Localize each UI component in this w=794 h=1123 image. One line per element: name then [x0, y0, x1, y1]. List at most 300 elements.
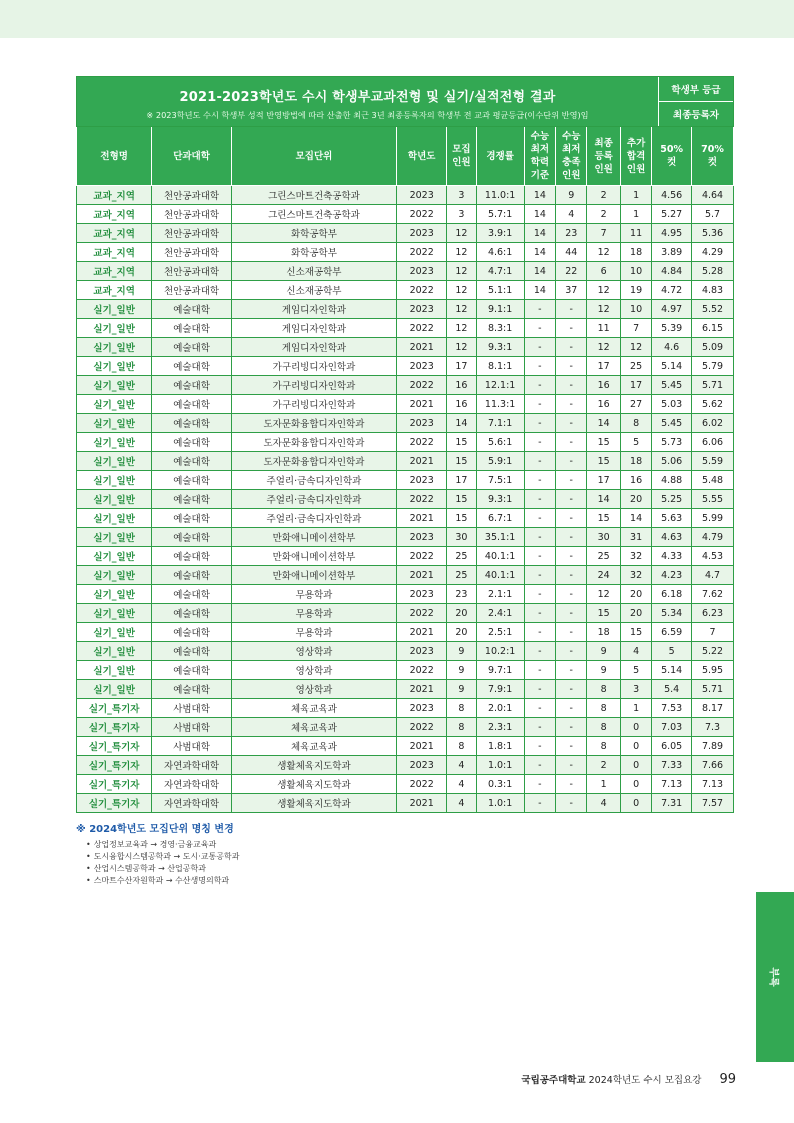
- cell-min-standard: -: [524, 585, 555, 604]
- cell-type: 실기_일반: [77, 642, 152, 661]
- table-title: 2021-2023학년도 수시 학생부교과전형 및 실기/실적전형 결과: [179, 90, 556, 105]
- cell-min-met: -: [556, 490, 587, 509]
- cell-extra: 7: [620, 319, 651, 338]
- col-header-rate: 경쟁률: [476, 127, 524, 186]
- col-header-college: 단과대학: [152, 127, 232, 186]
- cell-year: 2022: [397, 319, 447, 338]
- cell-quota: 23: [447, 585, 476, 604]
- cell-quota: 15: [447, 490, 476, 509]
- cell-extra: 0: [620, 718, 651, 737]
- table-row: [77, 661, 734, 680]
- cell-min-met: -: [556, 604, 587, 623]
- table-row: [77, 452, 734, 471]
- cell-college: 사범대학: [152, 718, 232, 737]
- cell-min-standard: -: [524, 718, 555, 737]
- cell-min-met: -: [556, 756, 587, 775]
- cell-year: 2021: [397, 680, 447, 699]
- cell-type: 실기_일반: [77, 471, 152, 490]
- cell-cut50: 7.33: [652, 756, 692, 775]
- cell-cut50: 5.73: [652, 433, 692, 452]
- cell-cut50: 7.03: [652, 718, 692, 737]
- cell-min-standard: -: [524, 376, 555, 395]
- cell-type: 실기_일반: [77, 300, 152, 319]
- cell-college: 예술대학: [152, 547, 232, 566]
- cell-extra: 12: [620, 338, 651, 357]
- cell-cut50: 6.59: [652, 623, 692, 642]
- cell-dept: 만화애니메이션학부: [231, 547, 396, 566]
- grade-header: 학생부 등급: [659, 77, 733, 101]
- table-row: [77, 357, 734, 376]
- cell-final-reg: 15: [587, 604, 620, 623]
- cell-year: 2022: [397, 547, 447, 566]
- cell-type: 실기_특기자: [77, 756, 152, 775]
- cell-extra: 0: [620, 775, 651, 794]
- cell-final-reg: 14: [587, 414, 620, 433]
- cell-cut70: 4.79: [692, 528, 734, 547]
- cell-cut50: 5.45: [652, 376, 692, 395]
- cell-type: 실기_일반: [77, 547, 152, 566]
- cell-type: 교과_지역: [77, 262, 152, 281]
- table-row: [77, 205, 734, 224]
- cell-min-met: -: [556, 718, 587, 737]
- cell-type: 실기_일반: [77, 376, 152, 395]
- cell-quota: 9: [447, 661, 476, 680]
- cell-cut50: 4.56: [652, 186, 692, 205]
- cell-min-met: -: [556, 699, 587, 718]
- cell-type: 실기_일반: [77, 585, 152, 604]
- note-item: • 산업시스템공학과 → 산업공학과: [86, 863, 239, 875]
- cell-rate: 1.8:1: [476, 737, 524, 756]
- cell-college: 예술대학: [152, 433, 232, 452]
- cell-year: 2023: [397, 471, 447, 490]
- note-item: • 상업정보교육과 → 경영·금융교육과: [86, 839, 239, 851]
- cell-cut50: 5.63: [652, 509, 692, 528]
- cell-extra: 14: [620, 509, 651, 528]
- cell-rate: 11.0:1: [476, 186, 524, 205]
- cell-type: 실기_특기자: [77, 737, 152, 756]
- cell-extra: 19: [620, 281, 651, 300]
- cell-year: 2023: [397, 414, 447, 433]
- cell-min-met: -: [556, 528, 587, 547]
- cell-type: 교과_지역: [77, 281, 152, 300]
- cell-dept: 영상학과: [231, 680, 396, 699]
- cell-min-met: -: [556, 452, 587, 471]
- cell-type: 실기_일반: [77, 490, 152, 509]
- table-row: [77, 319, 734, 338]
- col-header-dept: 모집단위: [231, 127, 396, 186]
- cell-dept: 체육교육과: [231, 699, 396, 718]
- cell-year: 2023: [397, 699, 447, 718]
- header-row: [77, 127, 734, 186]
- cell-extra: 1: [620, 205, 651, 224]
- cell-cut70: 8.17: [692, 699, 734, 718]
- cell-dept: 신소재공학부: [231, 262, 396, 281]
- col-header-cut70: 70% 컷: [692, 127, 734, 186]
- cell-cut50: 4.95: [652, 224, 692, 243]
- cell-cut70: 5.71: [692, 376, 734, 395]
- cell-cut50: 5.4: [652, 680, 692, 699]
- side-tab-label: 부록: [767, 967, 779, 987]
- table-row: [77, 604, 734, 623]
- cell-rate: 5.6:1: [476, 433, 524, 452]
- cell-min-met: -: [556, 623, 587, 642]
- cell-rate: 4.6:1: [476, 243, 524, 262]
- cell-final-reg: 25: [587, 547, 620, 566]
- cell-type: 실기_일반: [77, 661, 152, 680]
- cell-college: 예술대학: [152, 528, 232, 547]
- cell-final-reg: 12: [587, 585, 620, 604]
- cell-college: 천안공과대학: [152, 281, 232, 300]
- cell-extra: 27: [620, 395, 651, 414]
- cell-year: 2021: [397, 794, 447, 813]
- cell-type: 실기_일반: [77, 319, 152, 338]
- cell-rate: 7.1:1: [476, 414, 524, 433]
- cell-college: 자연과학대학: [152, 775, 232, 794]
- cell-quota: 4: [447, 756, 476, 775]
- cell-college: 천안공과대학: [152, 224, 232, 243]
- cell-quota: 12: [447, 224, 476, 243]
- table-row: [77, 585, 734, 604]
- cell-min-met: -: [556, 319, 587, 338]
- table-row: [77, 528, 734, 547]
- note-list: [76, 839, 239, 887]
- cell-rate: 9.7:1: [476, 661, 524, 680]
- cell-type: 교과_지역: [77, 186, 152, 205]
- cell-extra: 0: [620, 756, 651, 775]
- cell-year: 2023: [397, 585, 447, 604]
- cell-cut70: 4.29: [692, 243, 734, 262]
- cell-min-met: -: [556, 414, 587, 433]
- cell-college: 천안공과대학: [152, 243, 232, 262]
- cell-college: 예술대학: [152, 509, 232, 528]
- cell-min-met: -: [556, 642, 587, 661]
- cell-dept: 영상학과: [231, 642, 396, 661]
- cell-dept: 주얼리·금속디자인학과: [231, 471, 396, 490]
- cell-type: 교과_지역: [77, 205, 152, 224]
- note-mark: ※: [76, 824, 86, 835]
- table-row: [77, 414, 734, 433]
- cell-type: 실기_일반: [77, 623, 152, 642]
- cell-quota: 25: [447, 547, 476, 566]
- cell-quota: 16: [447, 376, 476, 395]
- cell-dept: 주얼리·금속디자인학과: [231, 509, 396, 528]
- cell-min-standard: -: [524, 699, 555, 718]
- note-title-text: 2024학년도 모집단위 명칭 변경: [89, 824, 234, 835]
- table-row: [77, 338, 734, 357]
- cell-cut70: 5.55: [692, 490, 734, 509]
- cell-min-met: -: [556, 775, 587, 794]
- cell-dept: 생활체육지도학과: [231, 794, 396, 813]
- cell-college: 사범대학: [152, 737, 232, 756]
- cell-quota: 25: [447, 566, 476, 585]
- cell-min-standard: -: [524, 452, 555, 471]
- cell-extra: 10: [620, 262, 651, 281]
- cell-extra: 25: [620, 357, 651, 376]
- cell-extra: 20: [620, 585, 651, 604]
- cell-rate: 1.0:1: [476, 794, 524, 813]
- cell-min-standard: -: [524, 433, 555, 452]
- cell-cut70: 6.06: [692, 433, 734, 452]
- cell-cut70: 5.36: [692, 224, 734, 243]
- cell-min-met: 37: [556, 281, 587, 300]
- cell-rate: 9.1:1: [476, 300, 524, 319]
- cell-cut70: 7.89: [692, 737, 734, 756]
- cell-min-standard: 14: [524, 205, 555, 224]
- cell-quota: 4: [447, 794, 476, 813]
- table-row: [77, 737, 734, 756]
- cell-college: 예술대학: [152, 471, 232, 490]
- cell-quota: 3: [447, 205, 476, 224]
- note-title: [76, 820, 239, 835]
- cell-quota: 12: [447, 319, 476, 338]
- cell-min-standard: -: [524, 623, 555, 642]
- cell-year: 2023: [397, 528, 447, 547]
- page-number: 99: [719, 1072, 736, 1087]
- cell-dept: 무용학과: [231, 585, 396, 604]
- cell-cut70: 7.62: [692, 585, 734, 604]
- table-row: [77, 509, 734, 528]
- cell-extra: 1: [620, 699, 651, 718]
- appendix-side-tab[interactable]: [756, 892, 794, 1062]
- cell-cut70: 4.83: [692, 281, 734, 300]
- cell-college: 예술대학: [152, 680, 232, 699]
- cell-year: 2023: [397, 357, 447, 376]
- col-header-min-standard: 수능 최저 학력 기준: [524, 127, 555, 186]
- cell-year: 2022: [397, 281, 447, 300]
- cell-extra: 5: [620, 433, 651, 452]
- cell-quota: 20: [447, 623, 476, 642]
- cell-cut70: 6.15: [692, 319, 734, 338]
- cell-cut50: 4.72: [652, 281, 692, 300]
- cell-rate: 2.5:1: [476, 623, 524, 642]
- table-row: [77, 395, 734, 414]
- cell-dept: 도자문화융합디자인학과: [231, 452, 396, 471]
- cell-year: 2021: [397, 509, 447, 528]
- cell-dept: 무용학과: [231, 604, 396, 623]
- cell-rate: 8.1:1: [476, 357, 524, 376]
- cell-dept: 체육교육과: [231, 718, 396, 737]
- results-table-block: [76, 76, 734, 813]
- cell-cut50: 5.45: [652, 414, 692, 433]
- table-row: [77, 794, 734, 813]
- cell-quota: 8: [447, 699, 476, 718]
- cell-cut70: 4.7: [692, 566, 734, 585]
- name-change-note: [76, 820, 239, 887]
- cell-quota: 8: [447, 718, 476, 737]
- cell-min-standard: -: [524, 661, 555, 680]
- cell-min-standard: -: [524, 737, 555, 756]
- footer-university: 국립공주대학교: [521, 1075, 586, 1086]
- cell-cut50: 6.18: [652, 585, 692, 604]
- cell-min-standard: -: [524, 490, 555, 509]
- cell-final-reg: 7: [587, 224, 620, 243]
- cell-year: 2021: [397, 452, 447, 471]
- cell-final-reg: 12: [587, 281, 620, 300]
- final-registrant-header: 최종등록자: [659, 101, 733, 126]
- cell-college: 사범대학: [152, 699, 232, 718]
- cell-year: 2022: [397, 205, 447, 224]
- cell-type: 실기_일반: [77, 395, 152, 414]
- cell-cut50: 4.63: [652, 528, 692, 547]
- cell-extra: 15: [620, 623, 651, 642]
- cell-final-reg: 8: [587, 680, 620, 699]
- cell-quota: 12: [447, 300, 476, 319]
- cell-type: 실기_일반: [77, 433, 152, 452]
- table-row: [77, 547, 734, 566]
- cell-type: 실기_일반: [77, 357, 152, 376]
- cell-final-reg: 15: [587, 433, 620, 452]
- cell-min-standard: -: [524, 604, 555, 623]
- cell-quota: 15: [447, 452, 476, 471]
- cell-rate: 7.5:1: [476, 471, 524, 490]
- cell-final-reg: 9: [587, 661, 620, 680]
- cell-quota: 8: [447, 737, 476, 756]
- cell-final-reg: 12: [587, 300, 620, 319]
- cell-cut70: 5.52: [692, 300, 734, 319]
- cell-min-met: 22: [556, 262, 587, 281]
- cell-extra: 20: [620, 490, 651, 509]
- cell-quota: 12: [447, 262, 476, 281]
- cell-min-standard: 14: [524, 262, 555, 281]
- cell-rate: 8.3:1: [476, 319, 524, 338]
- cell-min-standard: -: [524, 300, 555, 319]
- cell-rate: 10.2:1: [476, 642, 524, 661]
- cell-min-standard: -: [524, 756, 555, 775]
- cell-type: 실기_일반: [77, 509, 152, 528]
- cell-cut50: 5.25: [652, 490, 692, 509]
- cell-dept: 신소재공학부: [231, 281, 396, 300]
- cell-cut70: 7.66: [692, 756, 734, 775]
- cell-type: 실기_일반: [77, 566, 152, 585]
- cell-cut50: 7.53: [652, 699, 692, 718]
- cell-min-met: -: [556, 433, 587, 452]
- cell-college: 예술대학: [152, 642, 232, 661]
- cell-final-reg: 8: [587, 718, 620, 737]
- cell-college: 예술대학: [152, 604, 232, 623]
- table-row: [77, 186, 734, 205]
- table-row: [77, 680, 734, 699]
- col-header-min-met: 수능 최저 충족 인원: [556, 127, 587, 186]
- cell-rate: 2.1:1: [476, 585, 524, 604]
- cell-rate: 2.4:1: [476, 604, 524, 623]
- cell-dept: 게임디자인학과: [231, 300, 396, 319]
- table-title-row: [76, 76, 734, 127]
- cell-dept: 생활체육지도학과: [231, 756, 396, 775]
- cell-rate: 40.1:1: [476, 547, 524, 566]
- note-item: • 스마트수산자원학과 → 수산생명의학과: [86, 875, 239, 887]
- table-row: [77, 471, 734, 490]
- cell-quota: 12: [447, 338, 476, 357]
- cell-dept: 그린스마트건축공학과: [231, 205, 396, 224]
- cell-final-reg: 1: [587, 775, 620, 794]
- cell-rate: 5.9:1: [476, 452, 524, 471]
- cell-college: 예술대학: [152, 395, 232, 414]
- cell-year: 2022: [397, 433, 447, 452]
- cell-quota: 9: [447, 680, 476, 699]
- cell-cut70: 7.57: [692, 794, 734, 813]
- table-row: [77, 243, 734, 262]
- cell-final-reg: 24: [587, 566, 620, 585]
- cell-year: 2023: [397, 756, 447, 775]
- table-body: [77, 186, 734, 813]
- cell-dept: 만화애니메이션학부: [231, 566, 396, 585]
- cell-extra: 5: [620, 661, 651, 680]
- cell-final-reg: 17: [587, 357, 620, 376]
- table-row: [77, 623, 734, 642]
- top-band: [0, 0, 794, 38]
- cell-college: 예술대학: [152, 661, 232, 680]
- cell-college: 자연과학대학: [152, 794, 232, 813]
- cell-rate: 7.9:1: [476, 680, 524, 699]
- cell-quota: 17: [447, 357, 476, 376]
- cell-quota: 17: [447, 471, 476, 490]
- cell-cut50: 4.23: [652, 566, 692, 585]
- cell-min-standard: -: [524, 471, 555, 490]
- cell-min-met: -: [556, 395, 587, 414]
- col-header-final-reg: 최종 등록 인원: [587, 127, 620, 186]
- cell-cut50: 5.34: [652, 604, 692, 623]
- cell-cut70: 5.79: [692, 357, 734, 376]
- cell-type: 교과_지역: [77, 243, 152, 262]
- cell-min-met: -: [556, 794, 587, 813]
- cell-final-reg: 16: [587, 376, 620, 395]
- cell-final-reg: 12: [587, 243, 620, 262]
- cell-quota: 9: [447, 642, 476, 661]
- cell-college: 천안공과대학: [152, 205, 232, 224]
- cell-quota: 14: [447, 414, 476, 433]
- col-header-type: 전형명: [77, 127, 152, 186]
- cell-quota: 12: [447, 243, 476, 262]
- cell-extra: 20: [620, 604, 651, 623]
- cell-final-reg: 18: [587, 623, 620, 642]
- cell-min-met: -: [556, 357, 587, 376]
- cell-college: 예술대학: [152, 319, 232, 338]
- cell-year: 2021: [397, 566, 447, 585]
- cell-year: 2023: [397, 300, 447, 319]
- cell-cut70: 5.59: [692, 452, 734, 471]
- cell-year: 2023: [397, 186, 447, 205]
- cell-cut70: 4.53: [692, 547, 734, 566]
- cell-year: 2021: [397, 338, 447, 357]
- cell-cut70: 4.64: [692, 186, 734, 205]
- cell-cut70: 7.13: [692, 775, 734, 794]
- cell-rate: 6.7:1: [476, 509, 524, 528]
- cell-quota: 3: [447, 186, 476, 205]
- cell-college: 천안공과대학: [152, 262, 232, 281]
- cell-dept: 게임디자인학과: [231, 338, 396, 357]
- table-subtitle: ※ 2023학년도 수시 학생부 성적 반영방법에 따라 산출한 최근 3년 최종등록자의 학생부 전 교과 평균등급(이수단위 반영)임: [146, 110, 589, 120]
- cell-cut70: 5.95: [692, 661, 734, 680]
- table-row: [77, 642, 734, 661]
- cell-min-standard: 14: [524, 243, 555, 262]
- cell-dept: 가구리빙디자인학과: [231, 357, 396, 376]
- cell-dept: 그린스마트건축공학과: [231, 186, 396, 205]
- col-header-cut50: 50% 컷: [652, 127, 692, 186]
- cell-college: 예술대학: [152, 566, 232, 585]
- cell-rate: 2.0:1: [476, 699, 524, 718]
- cell-min-standard: 14: [524, 281, 555, 300]
- cell-min-standard: -: [524, 528, 555, 547]
- cell-type: 실기_특기자: [77, 699, 152, 718]
- cell-final-reg: 30: [587, 528, 620, 547]
- table-row: [77, 775, 734, 794]
- cell-extra: 4: [620, 642, 651, 661]
- cell-year: 2022: [397, 243, 447, 262]
- cell-rate: 12.1:1: [476, 376, 524, 395]
- cell-year: 2023: [397, 224, 447, 243]
- cell-extra: 18: [620, 243, 651, 262]
- cell-final-reg: 15: [587, 509, 620, 528]
